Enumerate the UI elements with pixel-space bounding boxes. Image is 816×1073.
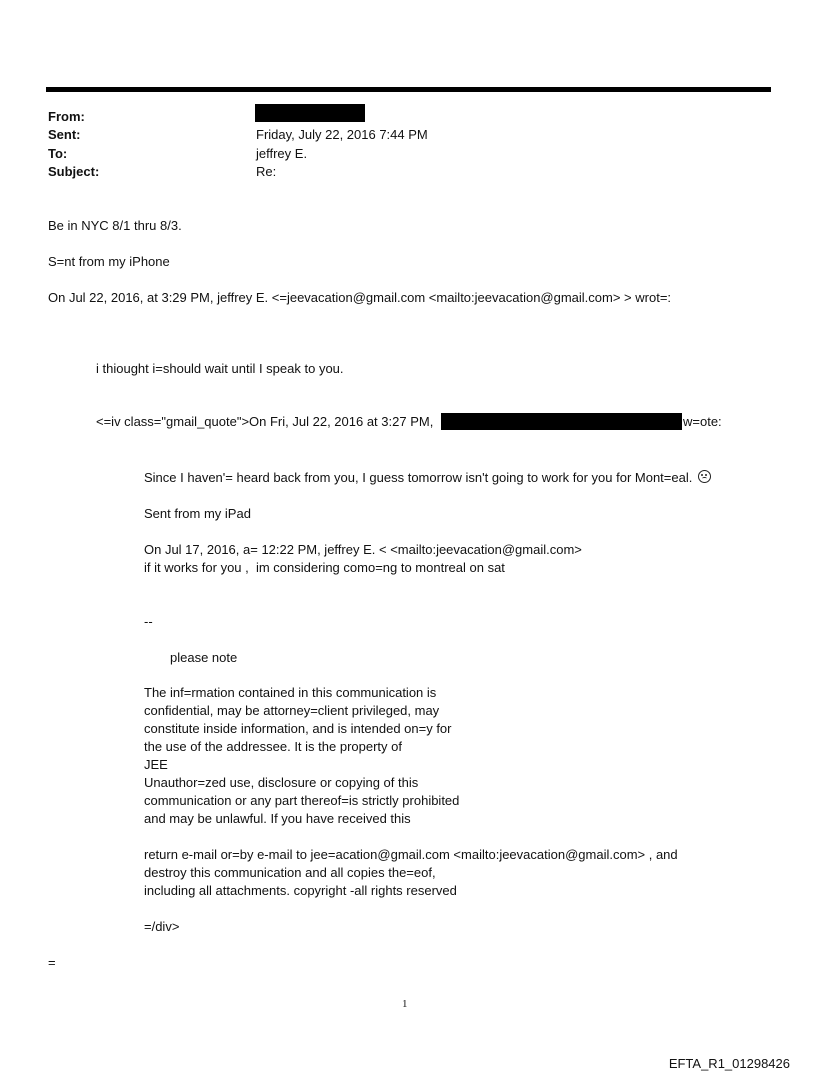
disclaimer-line: communication or any part thereof=is strictly prohibited — [144, 793, 460, 808]
nested-line-3: On Jul 17, 2016, a= 12:22 PM, jeffrey E. < <mailto:jeevacation@gmail.com> — [144, 542, 582, 557]
signature-note: please note — [170, 650, 238, 665]
header-rule — [46, 87, 771, 92]
from-label: From: — [48, 109, 85, 124]
quote-line-2-end: w=ote: — [683, 414, 722, 429]
disclaimer-line: and may be unlawful. If you have received this — [144, 811, 411, 826]
disclaimer-line: Unauthor=zed use, disclosure or copying of this — [144, 775, 419, 790]
to-label: To: — [48, 146, 68, 161]
sent-label: Sent: — [48, 127, 81, 142]
disclaimer-line: JEE — [144, 757, 168, 772]
subject-label: Subject: — [48, 164, 100, 179]
return-line: return e-mail or=by e-mail to jee=acation@gmail.com <mailto:jeevacation@gmail.com> , and — [144, 847, 678, 862]
nested-line-1 — [144, 469, 711, 486]
frown-face-icon — [698, 470, 711, 483]
document-id: EFTA_R1_01298426 — [668, 1056, 790, 1071]
page-number: 1 — [402, 998, 408, 1010]
subject-value: Re: — [256, 164, 277, 179]
div-close: =/div> — [144, 919, 180, 934]
quote-line-2-start: <=iv class="gmail_quote">On Fri, Jul 22, 2016 at 3:27 PM, — [96, 414, 434, 429]
nested-line-1-text: Since I haven'= heard back from you, I guess tomorrow isn't going to work for you for Mont=eal. — [144, 470, 693, 485]
return-line: including all attachments. copyright -all rights reserved — [144, 883, 457, 898]
sent-value: Friday, July 22, 2016 7:44 PM — [256, 127, 428, 142]
quote-redaction — [441, 413, 682, 430]
nested-line-4: if it works for you , im considering como=ng to montreal on sat — [144, 560, 505, 575]
body-line-2: S=nt from my iPhone — [48, 254, 170, 269]
from-redaction — [255, 104, 365, 122]
to-value: jeffrey E. — [256, 146, 308, 161]
quote-line-1: i thiought i=should wait until I speak to you. — [96, 361, 344, 376]
disclaimer-line: confidential, may be attorney=client privileged, may — [144, 703, 440, 718]
disclaimer-line: the use of the addressee. It is the property of — [144, 739, 402, 754]
disclaimer-line: The inf=rmation contained in this communication is — [144, 685, 437, 700]
nested-line-2: Sent from my iPad — [144, 506, 251, 521]
body-line-1: Be in NYC 8/1 thru 8/3. — [48, 218, 182, 233]
body-line-3: On Jul 22, 2016, at 3:29 PM, jeffrey E. <=jeevacation@gmail.com <mailto:jeevacation@gmail.com> > wrot=: — [48, 290, 672, 305]
signature-dash: -- — [144, 614, 153, 629]
return-line: destroy this communication and all copies the=eof, — [144, 865, 436, 880]
trailing-equals: = — [48, 955, 56, 970]
disclaimer-line: constitute inside information, and is intended on=y for — [144, 721, 452, 736]
